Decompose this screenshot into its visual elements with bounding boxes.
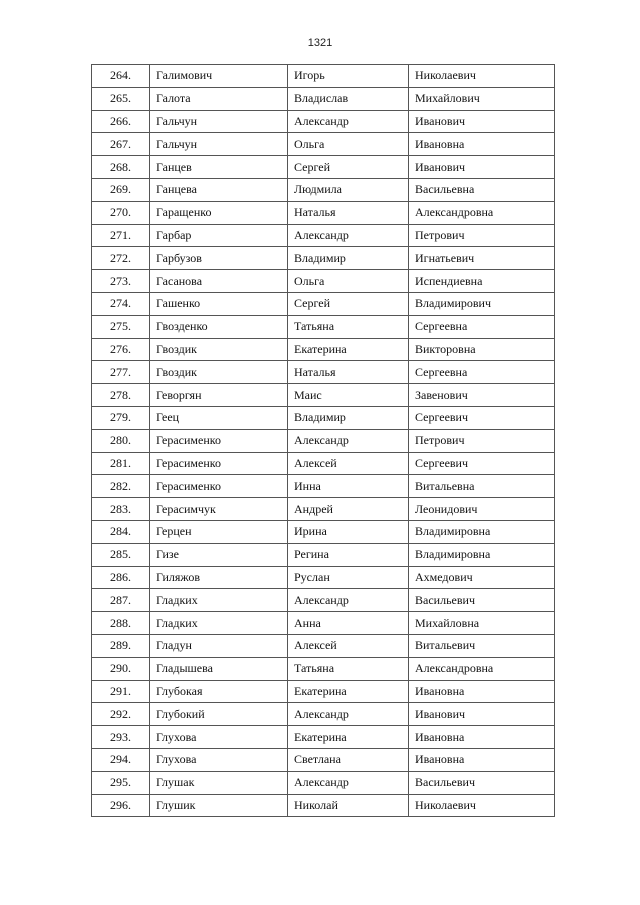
first-name-cell: Маис xyxy=(288,384,409,407)
first-name-cell: Ольга xyxy=(288,133,409,156)
table-row xyxy=(92,178,555,201)
surname-cell: Гарбар xyxy=(150,224,288,247)
table-row xyxy=(92,748,555,771)
patronymic-cell: Витальевич xyxy=(409,634,555,657)
patronymic-cell: Викторовна xyxy=(409,338,555,361)
surname-cell: Гальчун xyxy=(150,110,288,133)
patronymic-cell: Иванович xyxy=(409,156,555,179)
patronymic-cell: Михайлович xyxy=(409,87,555,110)
patronymic-cell: Ахмедович xyxy=(409,566,555,589)
table-row xyxy=(92,612,555,635)
table-row xyxy=(92,338,555,361)
surname-cell: Геец xyxy=(150,406,288,429)
first-name-cell: Руслан xyxy=(288,566,409,589)
table-row xyxy=(92,566,555,589)
row-number-cell: 270. xyxy=(92,201,150,224)
surname-cell: Гвозденко xyxy=(150,315,288,338)
surname-cell: Гладких xyxy=(150,589,288,612)
table-row xyxy=(92,270,555,293)
row-number-cell: 277. xyxy=(92,361,150,384)
row-number-cell: 268. xyxy=(92,156,150,179)
patronymic-cell: Николаевич xyxy=(409,794,555,817)
table-row xyxy=(92,133,555,156)
table-row xyxy=(92,703,555,726)
table-row xyxy=(92,634,555,657)
table-row xyxy=(92,726,555,749)
patronymic-cell: Сергеевич xyxy=(409,406,555,429)
table-row xyxy=(92,292,555,315)
patronymic-cell: Владимирович xyxy=(409,292,555,315)
patronymic-cell: Иванович xyxy=(409,703,555,726)
table-row xyxy=(92,247,555,270)
first-name-cell: Татьяна xyxy=(288,315,409,338)
row-number-cell: 275. xyxy=(92,315,150,338)
row-number-cell: 286. xyxy=(92,566,150,589)
row-number-cell: 289. xyxy=(92,634,150,657)
patronymic-cell: Васильевна xyxy=(409,178,555,201)
patronymic-cell: Владимировна xyxy=(409,543,555,566)
row-number-cell: 283. xyxy=(92,498,150,521)
table-row xyxy=(92,657,555,680)
table-row xyxy=(92,429,555,452)
first-name-cell: Инна xyxy=(288,475,409,498)
first-name-cell: Александр xyxy=(288,429,409,452)
patronymic-cell: Васильевич xyxy=(409,589,555,612)
patronymic-cell: Ивановна xyxy=(409,133,555,156)
patronymic-cell: Сергеевна xyxy=(409,361,555,384)
patronymic-cell: Сергеевна xyxy=(409,315,555,338)
patronymic-cell: Владимировна xyxy=(409,520,555,543)
table-row xyxy=(92,201,555,224)
row-number-cell: 280. xyxy=(92,429,150,452)
first-name-cell: Владимир xyxy=(288,247,409,270)
surname-cell: Гладышева xyxy=(150,657,288,680)
first-name-cell: Ирина xyxy=(288,520,409,543)
first-name-cell: Игорь xyxy=(288,65,409,88)
first-name-cell: Алексей xyxy=(288,452,409,475)
row-number-cell: 266. xyxy=(92,110,150,133)
patronymic-cell: Александровна xyxy=(409,657,555,680)
surname-cell: Гиляжов xyxy=(150,566,288,589)
first-name-cell: Татьяна xyxy=(288,657,409,680)
first-name-cell: Сергей xyxy=(288,156,409,179)
patronymic-cell: Николаевич xyxy=(409,65,555,88)
first-name-cell: Владимир xyxy=(288,406,409,429)
row-number-cell: 267. xyxy=(92,133,150,156)
page-number: 1321 xyxy=(307,37,333,49)
table-row xyxy=(92,224,555,247)
row-number-cell: 288. xyxy=(92,612,150,635)
row-number-cell: 265. xyxy=(92,87,150,110)
patronymic-cell: Испендиевна xyxy=(409,270,555,293)
surname-cell: Глубокий xyxy=(150,703,288,726)
row-number-cell: 291. xyxy=(92,680,150,703)
patronymic-cell: Ивановна xyxy=(409,680,555,703)
surname-cell: Герасименко xyxy=(150,452,288,475)
table-row xyxy=(92,315,555,338)
table-row xyxy=(92,65,555,88)
row-number-cell: 264. xyxy=(92,65,150,88)
table-row xyxy=(92,384,555,407)
surname-cell: Герасимчук xyxy=(150,498,288,521)
names-table xyxy=(91,64,555,817)
first-name-cell: Сергей xyxy=(288,292,409,315)
surname-cell: Гвоздик xyxy=(150,361,288,384)
patronymic-cell: Михайловна xyxy=(409,612,555,635)
first-name-cell: Екатерина xyxy=(288,680,409,703)
first-name-cell: Владислав xyxy=(288,87,409,110)
patronymic-cell: Петрович xyxy=(409,224,555,247)
first-name-cell: Андрей xyxy=(288,498,409,521)
first-name-cell: Светлана xyxy=(288,748,409,771)
surname-cell: Герасименко xyxy=(150,475,288,498)
surname-cell: Гладких xyxy=(150,612,288,635)
row-number-cell: 269. xyxy=(92,178,150,201)
first-name-cell: Екатерина xyxy=(288,338,409,361)
first-name-cell: Александр xyxy=(288,589,409,612)
table-row xyxy=(92,794,555,817)
surname-cell: Гарбузов xyxy=(150,247,288,270)
row-number-cell: 287. xyxy=(92,589,150,612)
row-number-cell: 272. xyxy=(92,247,150,270)
first-name-cell: Александр xyxy=(288,771,409,794)
first-name-cell: Ольга xyxy=(288,270,409,293)
table-row xyxy=(92,452,555,475)
table-row xyxy=(92,771,555,794)
patronymic-cell: Ивановна xyxy=(409,748,555,771)
first-name-cell: Александр xyxy=(288,224,409,247)
surname-cell: Галота xyxy=(150,87,288,110)
row-number-cell: 271. xyxy=(92,224,150,247)
first-name-cell: Людмила xyxy=(288,178,409,201)
row-number-cell: 282. xyxy=(92,475,150,498)
surname-cell: Глушик xyxy=(150,794,288,817)
first-name-cell: Александр xyxy=(288,703,409,726)
table-row xyxy=(92,498,555,521)
row-number-cell: 274. xyxy=(92,292,150,315)
table-row xyxy=(92,475,555,498)
first-name-cell: Наталья xyxy=(288,201,409,224)
row-number-cell: 279. xyxy=(92,406,150,429)
patronymic-cell: Сергеевич xyxy=(409,452,555,475)
patronymic-cell: Васильевич xyxy=(409,771,555,794)
patronymic-cell: Леонидович xyxy=(409,498,555,521)
surname-cell: Глухова xyxy=(150,726,288,749)
row-number-cell: 273. xyxy=(92,270,150,293)
first-name-cell: Николай xyxy=(288,794,409,817)
table-row xyxy=(92,589,555,612)
surname-cell: Гвоздик xyxy=(150,338,288,361)
table-row xyxy=(92,156,555,179)
surname-cell: Гладун xyxy=(150,634,288,657)
surname-cell: Гальчун xyxy=(150,133,288,156)
surname-cell: Гашенко xyxy=(150,292,288,315)
table-row xyxy=(92,361,555,384)
row-number-cell: 278. xyxy=(92,384,150,407)
patronymic-cell: Александровна xyxy=(409,201,555,224)
table-row xyxy=(92,87,555,110)
surname-cell: Герцен xyxy=(150,520,288,543)
row-number-cell: 296. xyxy=(92,794,150,817)
surname-cell: Гасанова xyxy=(150,270,288,293)
row-number-cell: 281. xyxy=(92,452,150,475)
row-number-cell: 293. xyxy=(92,726,150,749)
row-number-cell: 292. xyxy=(92,703,150,726)
surname-cell: Ганцев xyxy=(150,156,288,179)
row-number-cell: 295. xyxy=(92,771,150,794)
surname-cell: Герасименко xyxy=(150,429,288,452)
first-name-cell: Наталья xyxy=(288,361,409,384)
first-name-cell: Алексей xyxy=(288,634,409,657)
row-number-cell: 290. xyxy=(92,657,150,680)
surname-cell: Геворгян xyxy=(150,384,288,407)
patronymic-cell: Иванович xyxy=(409,110,555,133)
patronymic-cell: Петрович xyxy=(409,429,555,452)
patronymic-cell: Витальевна xyxy=(409,475,555,498)
patronymic-cell: Ивановна xyxy=(409,726,555,749)
first-name-cell: Регина xyxy=(288,543,409,566)
row-number-cell: 276. xyxy=(92,338,150,361)
surname-cell: Гизе xyxy=(150,543,288,566)
names-table-body xyxy=(92,65,555,817)
row-number-cell: 284. xyxy=(92,520,150,543)
table-row xyxy=(92,543,555,566)
table-row xyxy=(92,680,555,703)
patronymic-cell: Завенович xyxy=(409,384,555,407)
table-row xyxy=(92,110,555,133)
first-name-cell: Екатерина xyxy=(288,726,409,749)
table-row xyxy=(92,520,555,543)
row-number-cell: 294. xyxy=(92,748,150,771)
patronymic-cell: Игнатьевич xyxy=(409,247,555,270)
surname-cell: Глухова xyxy=(150,748,288,771)
surname-cell: Глубокая xyxy=(150,680,288,703)
surname-cell: Галимович xyxy=(150,65,288,88)
table-row xyxy=(92,406,555,429)
first-name-cell: Анна xyxy=(288,612,409,635)
surname-cell: Гаращенко xyxy=(150,201,288,224)
surname-cell: Ганцева xyxy=(150,178,288,201)
first-name-cell: Александр xyxy=(288,110,409,133)
surname-cell: Глушак xyxy=(150,771,288,794)
row-number-cell: 285. xyxy=(92,543,150,566)
